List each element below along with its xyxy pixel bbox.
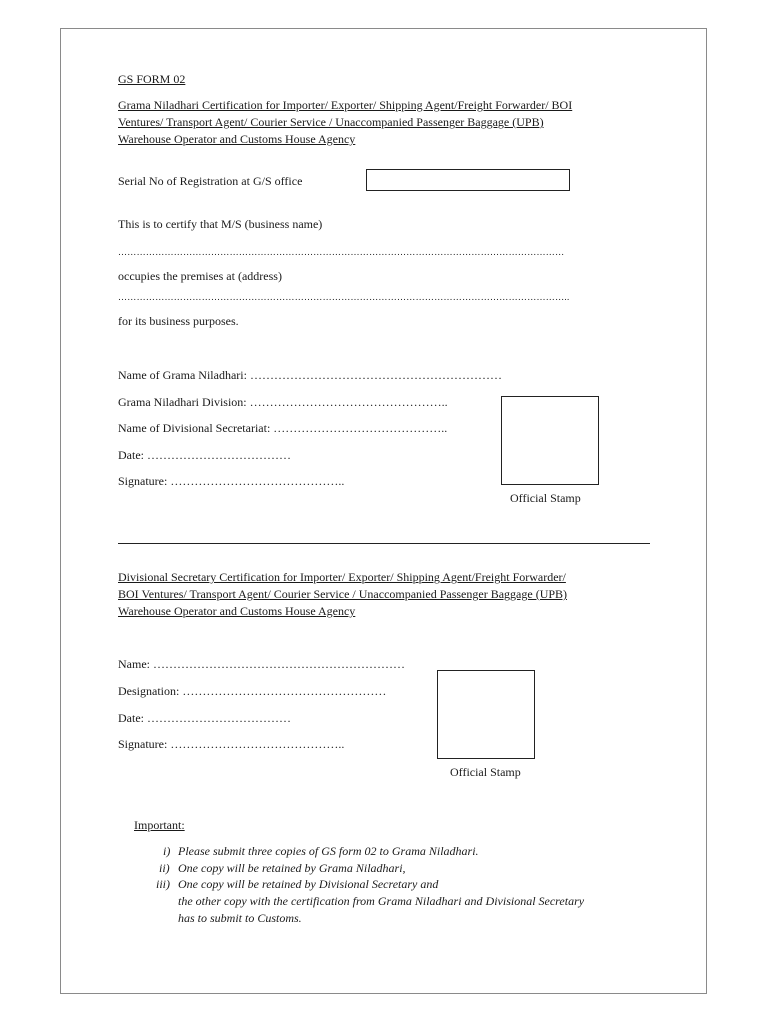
gs-division-field[interactable]: Grama Niladhari Division: …………………………………………..	[118, 395, 448, 409]
important-item-text: Please submit three copies of GS form 02 to Grama Niladhari.	[178, 844, 479, 858]
business-name-dots[interactable]: ………………………………………………………………………………………………………………………………	[118, 247, 565, 257]
ds-heading-line-3: Warehouse Operator and Customs House Agency	[118, 604, 356, 618]
important-item-number: ii)	[159, 861, 170, 875]
important-item-text: One copy will be retained by Grama Niladhari,	[178, 861, 406, 875]
gs-heading-line-1: Grama Niladhari Certification for Importer/ Exporter/ Shipping Agent/Freight Forwarder/ BOI	[118, 98, 573, 112]
important-item-text: One copy will be retained by Divisional Secretary and	[178, 877, 439, 891]
serial-number-box[interactable]	[366, 169, 570, 191]
ds-heading-line-1: Divisional Secretary Certification for Importer/ Exporter/ Shipping Agent/Freight Forwarder/	[118, 570, 566, 584]
section-divider	[118, 543, 650, 544]
ds-date-field[interactable]: Date: ………………………………	[118, 711, 291, 725]
ds-heading-line-2: BOI Ventures/ Transport Agent/ Courier Service / Unaccompanied Passenger Baggage (UPB)	[118, 587, 568, 601]
ds-official-stamp-label: Official Stamp	[450, 765, 521, 779]
ds-name-field[interactable]: Name: ………………………………………………………	[118, 657, 405, 671]
important-item-number: iii)	[156, 877, 170, 891]
ds-official-stamp-box	[437, 670, 535, 759]
business-purposes-text: for its business purposes.	[118, 314, 239, 328]
important-item-number: i)	[163, 844, 171, 858]
important-title: Important:	[134, 818, 185, 832]
gs-secretariat-field[interactable]: Name of Divisional Secretariat: ……………………………………..	[118, 421, 448, 435]
gs-signature-field[interactable]: Signature: ……………………………………..	[118, 474, 345, 488]
gs-date-field[interactable]: Date: ………………………………	[118, 448, 291, 462]
form-code: GS FORM 02	[118, 72, 186, 86]
gs-heading-line-3: Warehouse Operator and Customs House Agency	[118, 132, 356, 146]
address-dots[interactable]: ………………………………………………………………………………………………………………………………..	[118, 292, 570, 302]
certify-text: This is to certify that M/S (business name)	[118, 217, 323, 231]
serial-label: Serial No of Registration at G/S office	[118, 174, 303, 188]
gs-name-field[interactable]: Name of Grama Niladhari: ………………………………………………………	[118, 368, 502, 382]
gs-official-stamp-label: Official Stamp	[510, 491, 581, 505]
important-continuation-line: the other copy with the certification from Grama Niladhari and Divisional Secretary	[178, 894, 585, 908]
gs-heading-line-2: Ventures/ Transport Agent/ Courier Service / Unaccompanied Passenger Baggage (UPB)	[118, 115, 544, 129]
occupies-text: occupies the premises at (address)	[118, 269, 282, 283]
gs-official-stamp-box	[501, 396, 599, 485]
ds-designation-field[interactable]: Designation: ……………………………………………	[118, 684, 387, 698]
important-continuation-line: has to submit to Customs.	[178, 911, 302, 925]
ds-signature-field[interactable]: Signature: ……………………………………..	[118, 737, 345, 751]
